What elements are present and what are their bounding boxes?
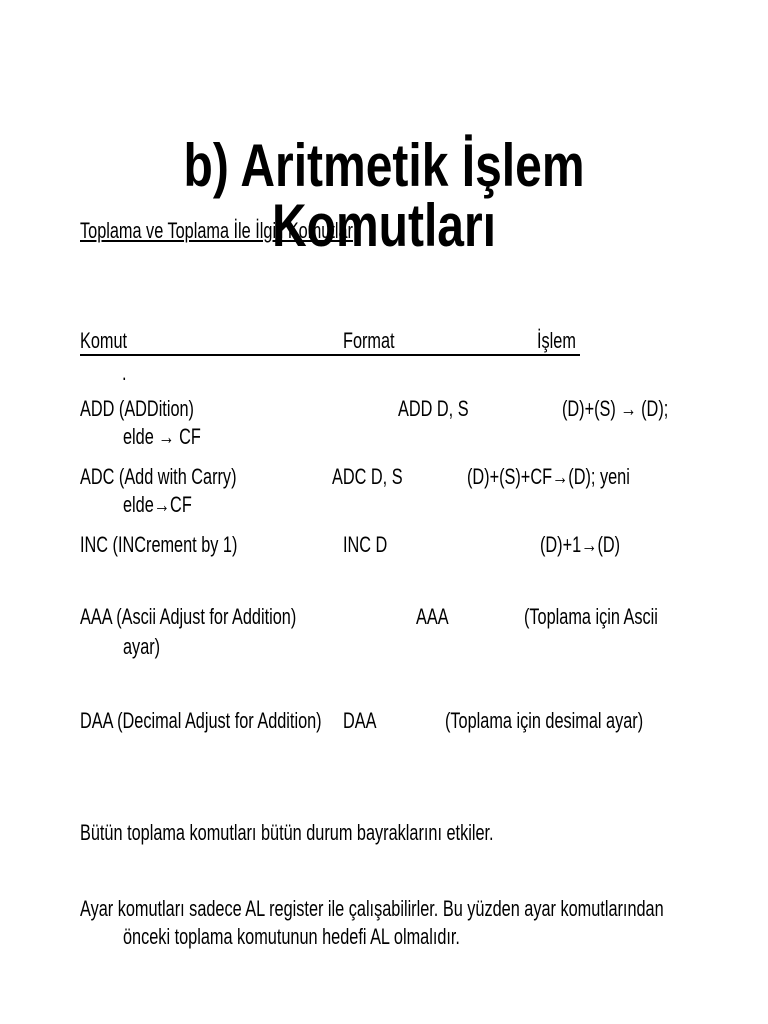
row-adc-cont: elde→CF [123,492,192,517]
row-add-komut: ADD (ADDition) [80,396,194,421]
row-adc-islem: (D)+(S)+CF→(D); yeni [467,464,630,489]
page-title-text: b) Aritmetik İşlem Komutları [183,132,585,259]
row-aaa-cont: ayar) [123,634,161,659]
header-komut: Komut [80,328,128,353]
note-adjust-line1: Ayar komutları sadece AL register ile çalışabilirler. Bu yüzden ayar komutlarından [80,896,664,921]
row-adc-komut: ADC (Add with Carry) [80,464,237,489]
header-format: Format [343,328,395,353]
row-add-cont: elde → CF [123,424,201,449]
row-inc-komut: INC (INCrement by 1) [80,532,238,557]
row-daa-format: DAA [343,708,377,733]
note-adjust-line2: önceki toplama komutunun hedefi AL olmalıdır. [123,924,460,949]
row-aaa-islem: (Toplama için Ascii [524,604,658,629]
row-add-islem: (D)+(S) → (D); [562,396,669,421]
header-islem: İşlem [537,328,576,353]
row-adc-format: ADC D, S [332,464,403,489]
subtitle: Toplama ve Toplama İle İlgili Komutlar [80,218,353,243]
row-daa-komut: DAA (Decimal Adjust for Addition) [80,708,322,733]
header-underline [80,354,580,356]
row-inc-islem: (D)+1→(D) [540,532,621,557]
row-aaa-komut: AAA (Ascii Adjust for Addition) [80,604,297,629]
row-aaa-format: AAA [416,604,449,629]
stray-dot: . [122,360,127,385]
note-flags: Bütün toplama komutları bütün durum bayraklarını etkiler. [80,820,494,845]
row-inc-format: INC D [343,532,388,557]
row-add-format: ADD D, S [398,396,469,421]
row-daa-islem: (Toplama için desimal ayar) [445,708,644,733]
